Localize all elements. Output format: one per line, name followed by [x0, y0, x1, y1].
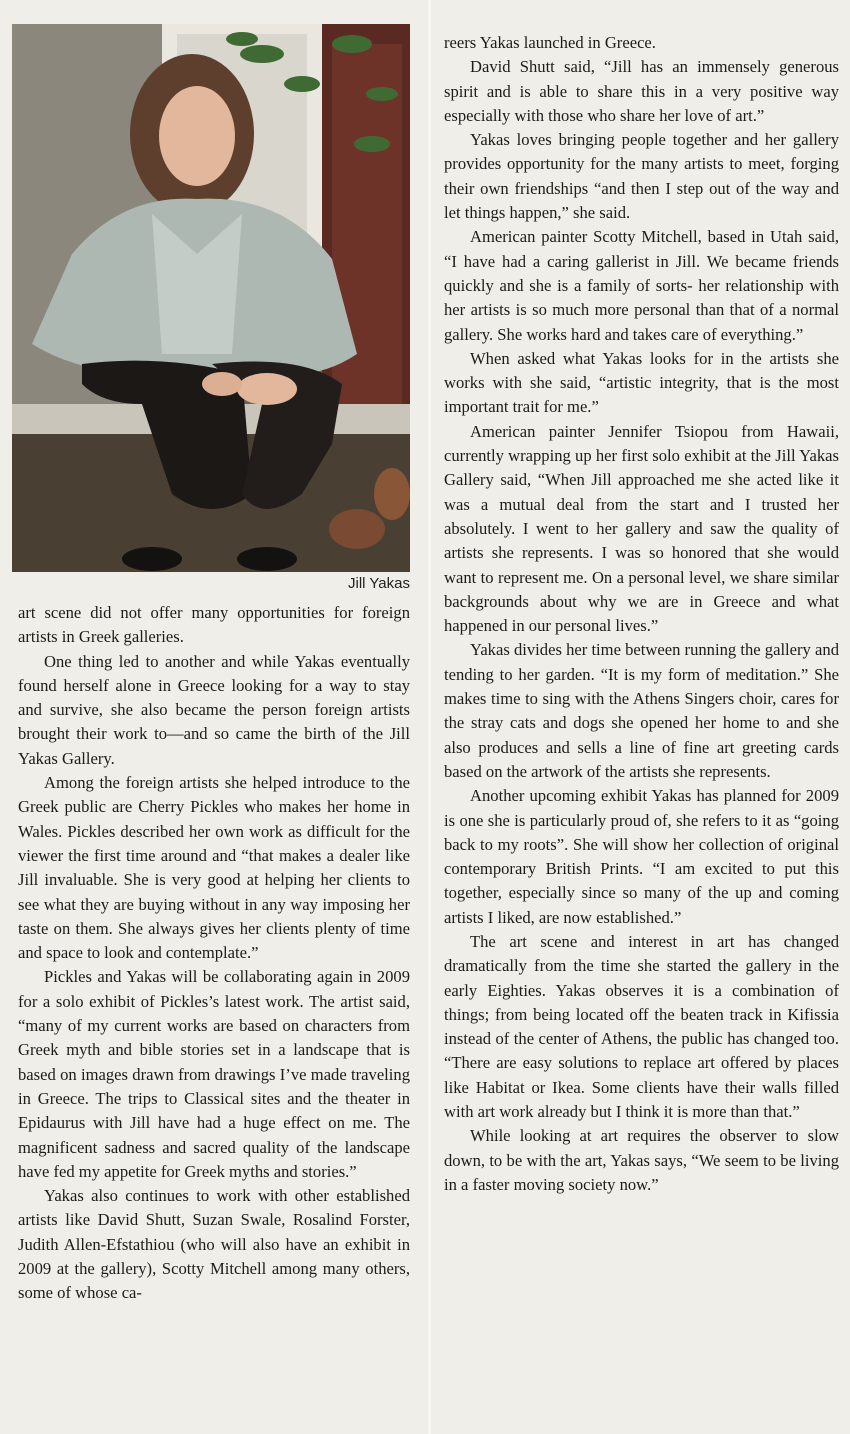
article-paragraph: Another upcoming exhibit Yakas has planned for 2009 is one she is particularly proud of, she refers to it as “going back to my roots”. She will show her collection of original contemporary British Prints. “I am excited to put this together, especially since so many of the up and coming artists I liked, are now established.” — [444, 786, 839, 927]
article-paragraph: Among the foreign artists she helped introduce to the Greek public are Cherry Pickles who makes her home in Wales. Pickles described her own work as difficult for the viewer the first time around and “that makes a dealer like Jill invaluable. She is very good at helping her clients to see what they are buying without in any way imposing her taste on them. She always gives her clients plenty of time and space to look and contemplate.” — [18, 773, 410, 963]
article-paragraph: When asked what Yakas looks for in the artists she works with she said, “artistic integrity, that is the most important trait for me.” — [444, 348, 839, 417]
article-paragraph: Yakas divides her time between running the gallery and tending to her garden. “It is my form of meditation.” She makes time to sing with the Athens Singers choir, cares for the stray cats and dogs she opened her home to and she also produces and sells a line of fine art greeting cards based on the artwork of the artists she represents. — [444, 640, 839, 781]
article-column-right — [444, 31, 839, 1197]
article-paragraph: American painter Scotty Mitchell, based in Utah said, “I have had a caring gallerist in Jill. We became friends quickly and she is a family of sorts- her relationship with her artists is so much more personal than that of a normal gallery. She works hard and takes care of everything.” — [444, 227, 839, 344]
article-paragraph: art scene did not offer many opportunities for foreign artists in Greek galleries. — [18, 603, 410, 647]
article-paragraph: reers Yakas launched in Greece. — [444, 33, 656, 52]
column-divider — [428, 0, 431, 1434]
article-paragraph: While looking at art requires the observer to slow down, to be with the art, Yakas says, “We seem to be living in a faster moving society now.” — [444, 1126, 839, 1194]
article-paragraph: Pickles and Yakas will be collaborating again in 2009 for a solo exhibit of Pickles’s latest work. The artist said, “many of my current works are based on characters from Greek myth and bible stories set in a landscape that is based on images drawn from drawings I’ve made traveling in Greece. The trips to Classical sites and the theater in Epidaurus with Jill have had a huge effect on me. The magnificent sadness and sacred quality of the landscape have fed my appetite for Greek myths and stories.” — [18, 967, 410, 1181]
portrait-photo — [12, 24, 410, 572]
portrait-illustration — [12, 24, 410, 572]
article-paragraph: The art scene and interest in art has changed dramatically from the time she started the gallery in the early Eighties. Yakas observes it is a combination of things; from being located off the beaten track in Kifissia instead of the center of Athens, the public has changed too. “There are easy solutions to replace art offered by places like Habitat or Ikea. Some clients have their walls filled with art work already but I think it is more than that.” — [444, 931, 839, 1122]
photo-caption: Jill Yakas — [348, 575, 410, 592]
article-paragraph: American painter Jennifer Tsiopou from Hawaii, currently wrapping up her first solo exhibit at the Jill Yakas Gallery said, “When Jill approached me she acted like it was a mutual deal from the start and I trusted her absolutely. I went to her gallery and saw the quality of artists she represents. I was so honored that she would want to represent me. On a personal level, we share similar backgrounds about why we are in Greece and what happened in our personal lives.” — [444, 421, 839, 636]
article-paragraph: Yakas also continues to work with other established artists like David Shutt, Suzan Swale, Rosalind Forster, Judith Allen-Efstathiou (who will also have an exhibit in 2009 at the gallery), Scotty Mitchell among many others, some of whose ca- — [18, 1186, 410, 1303]
article-column-left — [18, 601, 410, 1306]
article-paragraph: One thing led to another and while Yakas eventually found herself alone in Greece looking for a way to stay and survive, she also became the person foreign artists brought their work to—and so came the birth of the Jill Yakas Gallery. — [18, 651, 410, 768]
article-paragraph: Yakas loves bringing people together and her gallery provides opportunity for the many artists to meet, forging their own friendships “and then I step out of the way and let things happen,” she said. — [444, 130, 839, 223]
article-paragraph: David Shutt said, “Jill has an immensely generous spirit and is able to share this in a very positive way especially with those who share her love of art.” — [444, 57, 839, 125]
